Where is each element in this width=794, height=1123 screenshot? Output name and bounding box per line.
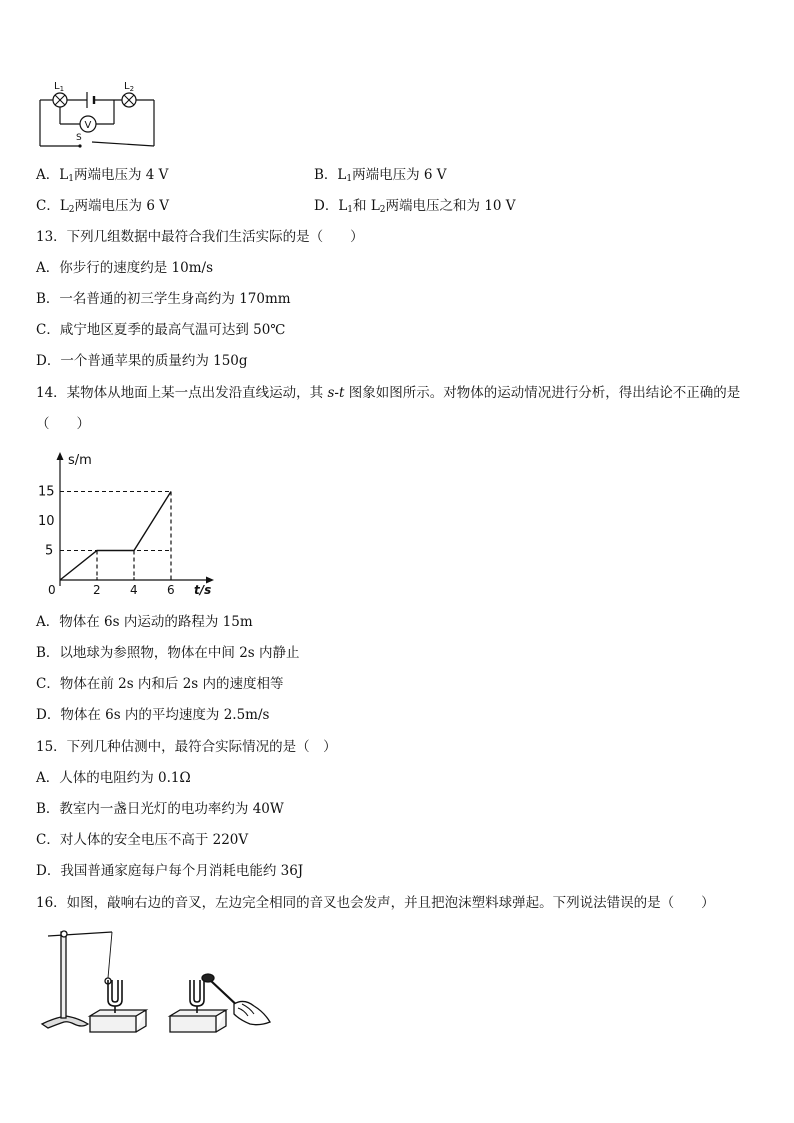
q14-stem-line2: （ ） [36, 416, 90, 432]
q14-option-d: D．物体在 6s 内的平均速度为 2.5m/s [36, 707, 270, 723]
voltmeter-label: V [84, 120, 92, 131]
st-chart [36, 448, 222, 600]
tuning-fork-illustration [38, 924, 274, 1036]
pendulum-thread [108, 932, 112, 978]
right-wooden-box [170, 1010, 226, 1032]
mallet-head-icon [202, 974, 214, 982]
hand-icon [234, 1001, 270, 1024]
q15-stem: 15．下列几种估测中，最符合实际情况的是（ ） [36, 739, 337, 755]
q12-option-a: A．$L_1$两端电压为 4 V [36, 167, 169, 184]
q15-option-b: B．教室内一盏日光灯的电功率约为 40W [36, 801, 284, 817]
y-axis-arrow-icon [57, 452, 64, 460]
q15-option-c: C．对人体的安全电压不高于 220V [36, 832, 249, 848]
y-tick-label: 10 [38, 514, 55, 529]
lamp-l1-icon [53, 93, 67, 107]
q13-option-d: D．一个普通苹果的质量约为 150g [36, 353, 248, 369]
x-tick-label: 6 [167, 583, 175, 597]
q13-option-b: B．一名普通的初三学生身高约为 170mm [36, 291, 291, 307]
x-tick-label: 0 [48, 583, 56, 597]
q15-option-d: D．我国普通家庭每户每个月消耗电能约 36J [36, 863, 304, 879]
lamp-l2-label: $L_2$ [124, 81, 135, 93]
q12-option-d: D．$L_1$和 $L_2$两端电压之和为 10 V [314, 198, 516, 215]
q14-option-a: A．物体在 6s 内运动的路程为 15m [36, 614, 253, 630]
q12-option-b: B．$L_1$两端电压为 6 V [314, 167, 447, 184]
q14-stem: 14．某物体从地面上某一点出发沿直线运动，其 s-t 图象如图所示。对物体的运动情况进行分析，得出结论不正确的是 [36, 385, 741, 401]
stand-pole [61, 932, 66, 1018]
y-tick-label: 5 [45, 543, 54, 559]
y-axis-label: s/m [68, 453, 92, 468]
series-line [60, 492, 171, 581]
q16-stem: 16．如图，敲响右边的音叉，左边完全相同的音叉也会发声，并且把泡沫塑料球弹起。下列说法错误的是（ ） [36, 895, 715, 911]
q14-option-c: C．物体在前 2s 内和后 2s 内的速度相等 [36, 676, 284, 692]
x-axis-label: t/s [194, 583, 212, 597]
q14-option-b: B．以地球为参照物，物体在中间 2s 内静止 [36, 645, 300, 661]
x-tick-label: 4 [130, 583, 138, 597]
left-tuning-fork-icon [108, 980, 122, 1013]
x-tick-label: 2 [93, 583, 101, 597]
y-tick-label: 15 [38, 484, 55, 500]
lamp-l1-label: $L_1$ [54, 81, 65, 93]
q13-stem: 13．下列几组数据中最符合我们生活实际的是（ ） [36, 229, 364, 245]
q15-option-a: A．人体的电阻约为 0.1Ω [36, 770, 191, 786]
circuit-diagram [36, 78, 160, 156]
right-tuning-fork-icon [190, 980, 204, 1013]
q13-option-c: C．咸宁地区夏季的最高气温可达到 50℃ [36, 322, 286, 338]
clamp-knob-icon [61, 931, 67, 937]
q13-option-a: A．你步行的速度约是 10m/s [36, 260, 213, 276]
left-wooden-box [90, 1010, 146, 1032]
switch-icon [78, 144, 81, 147]
q12-option-c: C．$L_2$两端电压为 6 V [36, 198, 169, 215]
lamp-l2-icon [122, 93, 136, 107]
switch-label: S [76, 133, 82, 143]
